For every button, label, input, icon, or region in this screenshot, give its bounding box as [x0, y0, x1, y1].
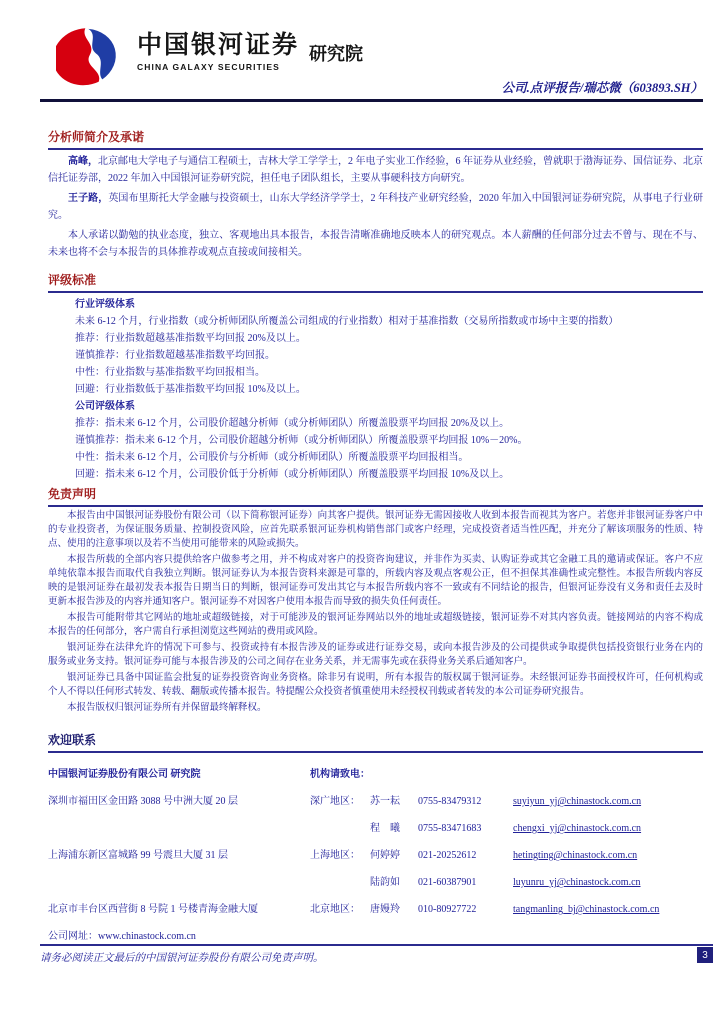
- page-header: [0, 0, 724, 102]
- contact-row: [310, 819, 703, 846]
- contact-person: 苏一耘: [370, 796, 400, 807]
- section-analyst-head: [48, 128, 703, 150]
- disclaimer-paragraph: 本报告由中国银河证券股份有限公司（以下简称银河证券）向其客户提供。银河证券无需因接收人收到本报告而视其为客户。若您并非银河证券客户中的专业投资者，为保证服务质量、控制投资风险，应首先联系银河证券机构销售部门或客户经理，完成投资者适当性匹配，并充分了解该项服务的性质、特点、使用的注意事项以及若不当使用可能带来的风险或损失。: [48, 511, 703, 549]
- analyst-commitment-text: 本人承诺以勤勉的执业态度，独立、客观地出具本报告，本报告清晰准确地反映本人的研究观点。本人薪酬的任何部分过去不曾与、现在不与、未来也将不会与本报告的具体推荐或观点直接或间接相关。: [48, 230, 703, 258]
- footer-notice: 请务必阅读正文最后的中国银河证券股份有限公司免责声明。: [40, 953, 324, 964]
- disclaimer-paragraph: 本报告版权归银河证券所有并保留最终解释权。: [67, 703, 267, 713]
- rating-item: 中性：行业指数与基准指数平均回报相当。: [75, 367, 265, 378]
- header-divider: [40, 99, 703, 102]
- page-footer: [40, 944, 713, 965]
- company-rating-heading: 公司评级体系: [75, 401, 135, 412]
- contact-region: 北京地区：: [310, 904, 360, 915]
- contact-grid: [48, 765, 703, 954]
- contact-region: 上海地区：: [310, 850, 360, 861]
- rating-item: 回避：指未来 6-12 个月，公司股价低于分析师（或分析师团队）所覆盖股票平均回报 10%及以上。: [75, 469, 510, 480]
- galaxy-logo-icon: [56, 24, 128, 86]
- section-rating: [48, 271, 703, 483]
- contact-phone: 0755-83471683: [418, 823, 482, 834]
- section-rating-head: [48, 271, 703, 293]
- report-type-tag: 公司.点评报告/瑞芯微（603893.SH）: [501, 81, 703, 95]
- contact-address-empty: [48, 873, 310, 900]
- footer-row: [40, 950, 713, 965]
- rating-item: 谨慎推荐：指未来 6-12 个月，公司股价超越分析师（或分析师团队）所覆盖股票平均回报 10%－20%。: [75, 435, 528, 446]
- website-label: 公司网址：: [48, 931, 98, 942]
- contact-row: [310, 900, 703, 927]
- section-disclaimer-head: [48, 485, 703, 507]
- section-contact-head: [48, 731, 703, 753]
- contact-person: 何婷婷: [370, 850, 400, 861]
- contact-region: 深广地区：: [310, 796, 360, 807]
- contact-row: [310, 846, 703, 873]
- contact-person: 唐嫚羚: [370, 904, 400, 915]
- rating-item: 推荐：指未来 6-12 个月，公司股价超越分析师（或分析师团队）所覆盖股票平均回报 20%及以上。: [75, 418, 510, 429]
- contact-phone: 021-20252612: [418, 850, 477, 861]
- disclaimer-paragraph: 银河证券已具备中国证监会批复的证券投资咨询业务资格。除非另有说明，所有本报告的版权属于银河证券。未经银河证券书面授权许可，任何机构或个人不得以任何形式转发、转载、翻版或传播本报告。特提醒公众投资者慎重使用未经授权刊载或者转发的本公司证券研究报告。: [48, 673, 703, 697]
- contact-row: [310, 792, 703, 819]
- analyst-commitment: [48, 227, 703, 261]
- rating-block: [75, 296, 703, 483]
- disclaimer-paragraph: 银河证券在法律允许的情况下可参与、投资或持有本报告涉及的证券或进行证券交易，或向本报告涉及的公司提供或争取提供包括投资银行业务在内的服务或业务支持。银河证券可能与本报告涉及的公司之间存在业务关系，并无需事先或在获得业务关系后通知客户。: [48, 643, 703, 667]
- contact-row: [310, 873, 703, 900]
- analyst-bio: 北京邮电大学电子与通信工程硕士，吉林大学工学学士，2 年电子实业工作经验，6 年证券从业经验，曾就职于渤海证券、国信证券、北京信托证券部，2022 年加入中国银河证券研究院，担任电子团队组长，主要从事硬科技方向研究。: [48, 156, 703, 184]
- analyst-name: 高峰，: [68, 156, 98, 167]
- contact-phone: 010-80927722: [418, 904, 477, 915]
- section-analyst: [48, 128, 703, 261]
- rating-item: 谨慎推荐：行业指数超越基准指数平均回报。: [75, 350, 275, 361]
- contact-email-link[interactable]: tangmanling_bj@chinastock.com.cn: [513, 904, 660, 915]
- contact-email-link[interactable]: luyunru_yj@chinastock.com.cn: [513, 877, 641, 888]
- analyst-bio: 英国布里斯托大学金融与投资硕士，山东大学经济学学士，2 年科技产业研究经验，2020 年加入中国银河证券研究院，从事电子行业研究。: [48, 193, 703, 221]
- analyst-paragraph: [48, 190, 703, 224]
- website-url: www.chinastock.com.cn: [98, 931, 196, 942]
- disclaimer-paragraph: 本报告可能附带其它网站的地址或超级链接，对于可能涉及的银河证券网站以外的地址或超级链接，银河证券不对其内容负责。链接网站的内容不构成本报告的任何部分，客户需自行承担浏览这些网站的费用或风险。: [48, 613, 703, 637]
- contact-person: 陆韵如: [370, 877, 400, 888]
- industry-rating-heading: 行业评级体系: [75, 299, 135, 310]
- contact-address: 深圳市福田区金田路 3088 号中洲大厦 20 层: [48, 796, 238, 807]
- rating-item: 中性：指未来 6-12 个月，公司股价与分析师（或分析师团队）所覆盖股票平均回报相当。: [75, 452, 469, 463]
- analyst-paragraph: [48, 153, 703, 187]
- section-contact-title: 欢迎联系: [48, 733, 97, 747]
- company-name-cn: 中国银河证券: [137, 31, 300, 59]
- disclaimer-paragraph: 本报告所载的全部内容只提供给客户做参考之用，并不构成对客户的投资咨询建议，并非作为买卖、认购证券或其它金融工具的邀请或保证。客户不应单纯依靠本报告而取代自我独立判断。银河证券认为本报告资料来源是可靠的，所载内容及观点客观公正，但不担保其准确性或完整性。本报告所载内容反映的是银河证券在最初发表本报告日期当日的判断，银河证券可发出其它与本报告所载内容不一致或有不同结论的报告，但银河证券没有义务和责任去及时更新本报告涉及的内容并通知客户。银河证券不对因客户使用本报告而导致的损失负任何责任。: [48, 555, 703, 607]
- section-rating-title: 评级标准: [48, 273, 97, 287]
- section-contact: [48, 731, 703, 954]
- contact-address: 北京市丰台区西营街 8 号院 1 号楼青海金融大厦: [48, 904, 258, 915]
- brand-name: [137, 24, 299, 72]
- analyst-name: 王子路，: [68, 193, 109, 204]
- page-number-badge: 3: [697, 947, 713, 963]
- contact-call-heading: 机构请致电：: [310, 769, 370, 780]
- section-analyst-title: 分析师简介及承诺: [48, 130, 145, 144]
- contact-org-heading: 中国银河证券股份有限公司 研究院: [48, 769, 201, 780]
- industry-rating-intro: 未来 6-12 个月，行业指数（或分析师团队所覆盖公司组成的行业指数）相对于基准指数（交易所指数或市场中主要的指数）: [75, 316, 619, 327]
- page-body: [0, 128, 724, 954]
- contact-address: 上海浦东新区富城路 99 号震旦大厦 31 层: [48, 850, 228, 861]
- contact-email-link[interactable]: suyiyun_yj@chinastock.com.cn: [513, 796, 642, 807]
- contact-phone: 0755-83479312: [418, 796, 482, 807]
- contact-person: 程 曦: [370, 823, 400, 834]
- section-disclaimer-title: 免责声明: [48, 487, 97, 501]
- footer-divider: [40, 944, 713, 946]
- rating-item: 推荐：行业指数超越基准指数平均回报 20%及以上。: [75, 333, 306, 344]
- contact-email-link[interactable]: chengxi_yj@chinastock.com.cn: [513, 823, 642, 834]
- contact-email-link[interactable]: hetingting@chinastock.com.cn: [513, 850, 638, 861]
- rating-item: 回避：行业指数低于基准指数平均回报 10%及以上。: [75, 384, 306, 395]
- contact-address-empty: [48, 819, 310, 846]
- brand-row: [40, 24, 703, 86]
- company-name-en: CHINA GALAXY SECURITIES: [137, 62, 280, 72]
- section-disclaimer: [48, 485, 703, 715]
- institute-label: 研究院: [309, 44, 364, 64]
- contact-phone: 021-60387901: [418, 877, 477, 888]
